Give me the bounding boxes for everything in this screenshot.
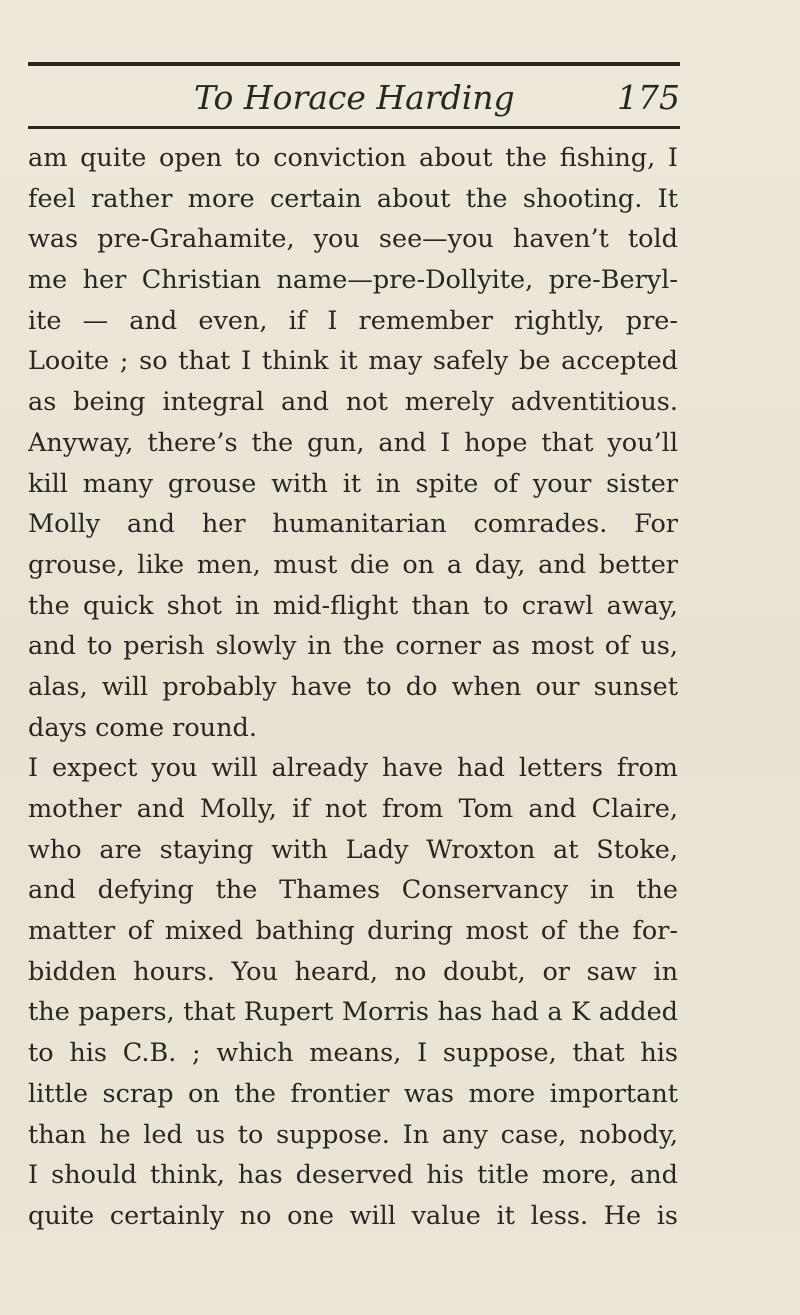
page-number: 175	[617, 78, 680, 117]
running-title: To Horace Harding	[194, 78, 515, 117]
text-line: matter of mixed bathing during most of the for-	[28, 916, 678, 947]
text-line: quite certainly no one will value it less. He is	[28, 1200, 678, 1231]
text-line: Looite ; so that I think it may safely be accepted	[28, 346, 678, 377]
header-bottom-rule	[28, 126, 680, 129]
text-line: to his C.B. ; which means, I suppose, that his	[28, 1038, 678, 1069]
text-line: and defying the Thames Conservancy in the	[28, 875, 678, 906]
text-line: feel rather more certain about the shooting. It	[28, 183, 678, 214]
text-line: as being integral and not merely adventitious.	[28, 387, 678, 418]
text-line: me her Christian name—pre-Dollyite, pre-Beryl-	[28, 265, 678, 296]
text-line: I should think, has deserved his title more, and	[28, 1160, 678, 1191]
text-line: bidden hours. You heard, no doubt, or saw in	[28, 956, 678, 987]
text-line: and to perish slowly in the corner as most of us,	[28, 631, 678, 662]
text-line: ite — and even, if I remember rightly, pre-	[28, 305, 678, 336]
body-text	[28, 138, 678, 1237]
text-line: than he led us to suppose. In any case, nobody,	[28, 1119, 678, 1150]
header-top-rule	[28, 62, 680, 66]
text-line: Molly and her humanitarian comrades. For	[28, 509, 678, 540]
text-line: days come round.	[28, 712, 257, 743]
text-line: little scrap on the frontier was more important	[28, 1078, 678, 1109]
text-line: kill many grouse with it in spite of your sister	[28, 468, 678, 499]
text-line: Anyway, there’s the gun, and I hope that you’ll	[28, 427, 678, 458]
running-header	[28, 78, 680, 130]
text-line: who are staying with Lady Wroxton at Stoke,	[28, 834, 678, 865]
text-line: am quite open to conviction about the fishing, I	[28, 143, 678, 173]
text-line: mother and Molly, if not from Tom and Claire,	[28, 794, 678, 824]
text-line: was pre-Grahamite, you see—you haven’t told	[28, 224, 678, 255]
text-line: alas, will probably have to do when our sunset	[28, 671, 678, 702]
text-line: grouse, like men, must die on a day, and better	[28, 549, 678, 580]
text-line: the papers, that Rupert Morris has had a K added	[28, 997, 678, 1028]
text-line: the quick shot in mid-flight than to crawl away,	[28, 590, 678, 621]
text-line: I expect you will already have had letters from	[28, 753, 678, 784]
